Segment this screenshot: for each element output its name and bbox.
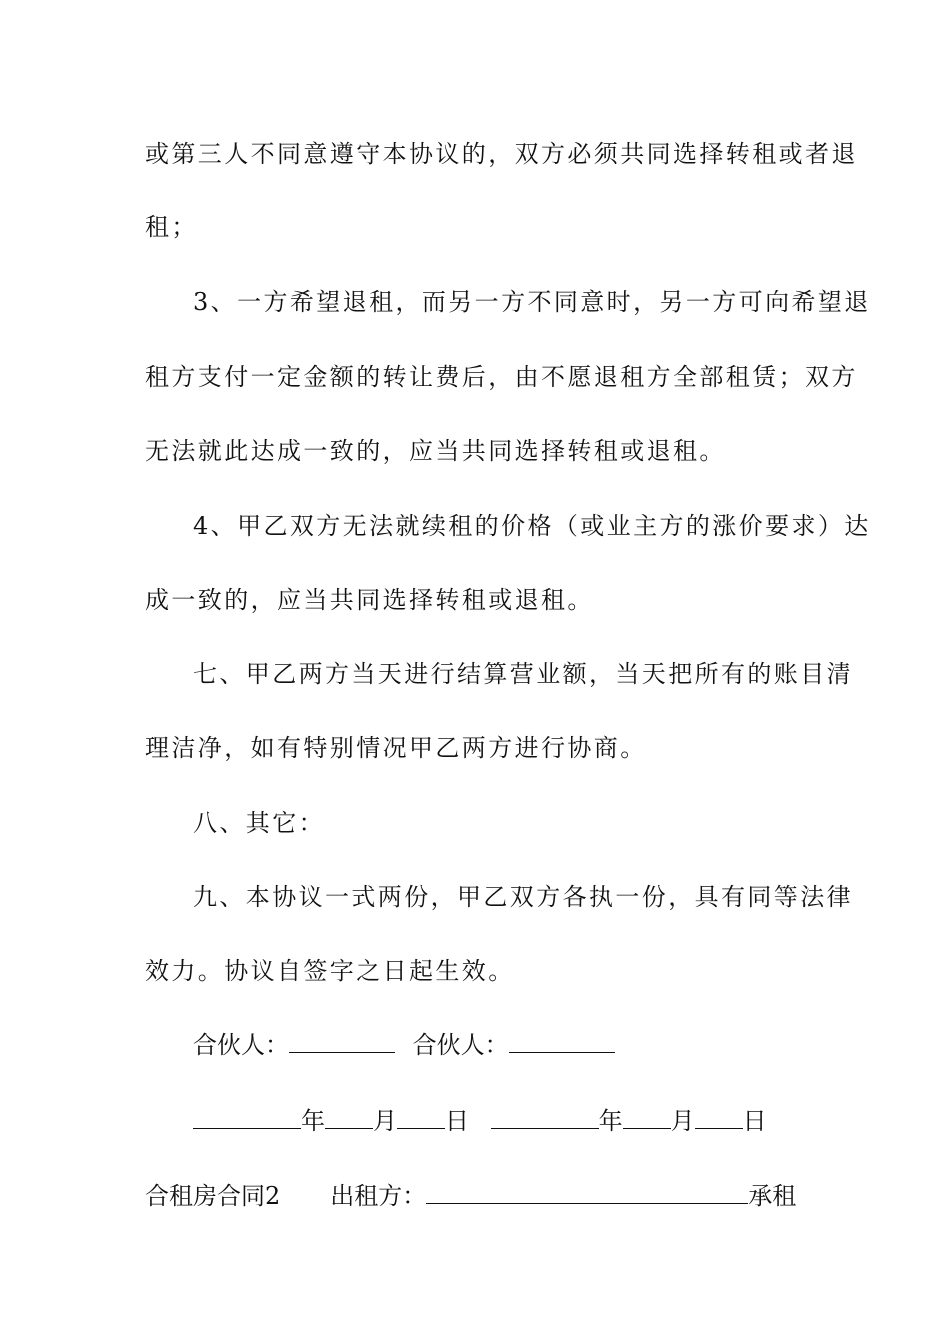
paragraph-line: 无法就此达成一致的，应当共同选择转租或退租。 — [145, 437, 726, 465]
date-blank-month — [623, 1106, 671, 1129]
year-label: 年 — [301, 1107, 325, 1135]
partner-label: 合伙人： — [193, 1031, 289, 1059]
date-blank-month — [325, 1106, 373, 1129]
next-contract-row — [145, 1181, 796, 1211]
paragraph-line: 租； — [145, 213, 198, 241]
date-blank-year — [193, 1106, 301, 1129]
partner-label: 合伙人： — [412, 1031, 509, 1059]
paragraph-line: 3、一方希望退租，而另一方不同意时，另一方可向希望退 — [193, 288, 871, 316]
month-label: 月 — [373, 1107, 397, 1135]
day-label: 日 — [445, 1107, 469, 1135]
paragraph-line: 九、本协议一式两份，甲乙双方各执一份，具有同等法律 — [193, 883, 853, 911]
contract-title: 合租房合同2 — [145, 1182, 281, 1210]
lessor-label: 出租方： — [330, 1182, 427, 1210]
date-blank-day — [397, 1106, 445, 1129]
signature-blank — [289, 1030, 395, 1053]
signature-partners-row — [193, 1030, 615, 1060]
lessor-blank — [426, 1181, 748, 1204]
date-blank-day — [695, 1106, 743, 1129]
paragraph-line: 或第三人不同意遵守本协议的，双方必须共同选择转租或者退 — [145, 140, 858, 168]
month-label: 月 — [670, 1107, 695, 1135]
tenant-label: 承租 — [748, 1182, 797, 1210]
paragraph-line: 七、甲乙两方当天进行结算营业额，当天把所有的账目清 — [193, 660, 853, 688]
day-label: 日 — [742, 1107, 767, 1135]
year-label: 年 — [598, 1107, 623, 1135]
paragraph-line: 4、甲乙双方无法就续租的价格（或业主方的涨价要求）达 — [193, 512, 871, 540]
paragraph-line: 成一致的，应当共同选择转租或退租。 — [145, 586, 594, 614]
paragraph-line: 租方支付一定金额的转让费后，由不愿退租方全部租赁；双方 — [145, 363, 858, 391]
date-blank-year — [491, 1106, 599, 1129]
signature-blank — [509, 1030, 615, 1053]
signature-date-row — [193, 1106, 767, 1136]
paragraph-line: 效力。协议自签字之日起生效。 — [145, 957, 515, 985]
paragraph-line: 理洁净，如有特别情况甲乙两方进行协商。 — [145, 734, 647, 762]
paragraph-line: 八、其它： — [193, 809, 325, 837]
